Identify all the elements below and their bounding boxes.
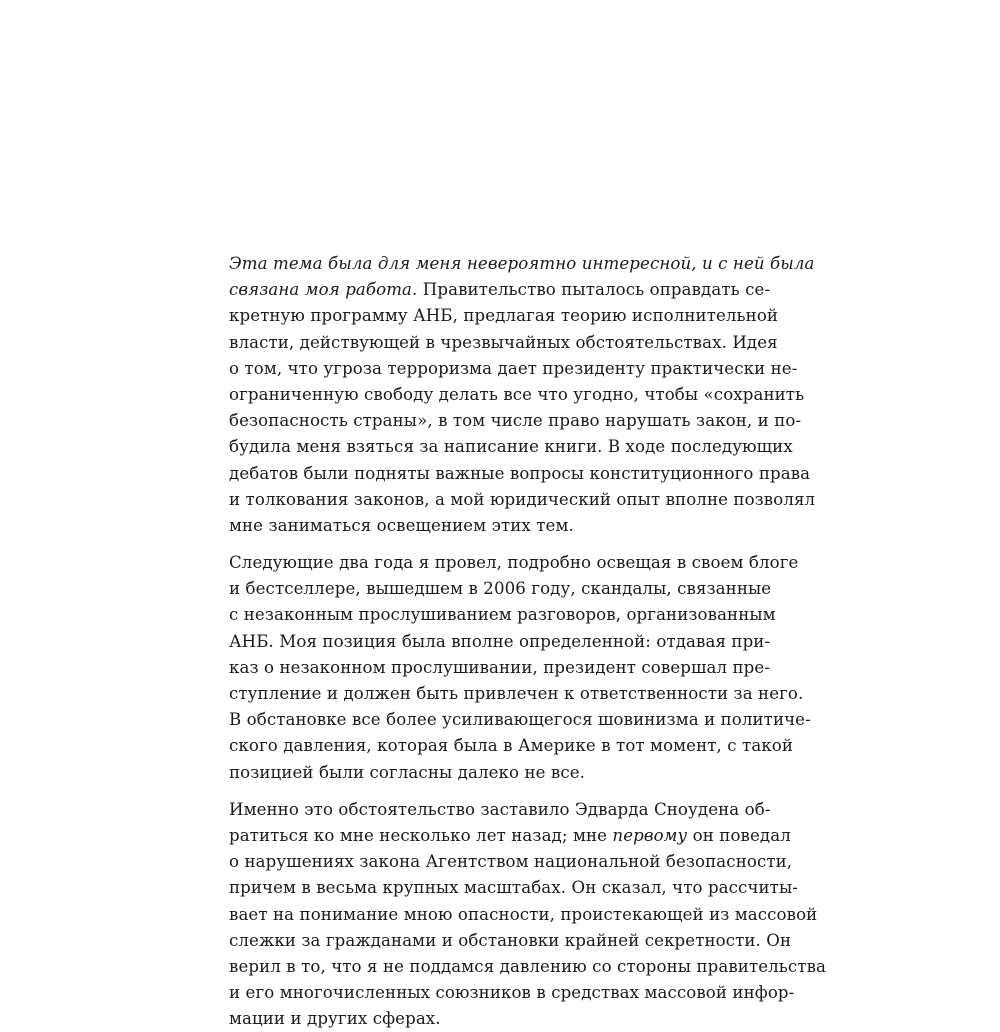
italic-text: связана моя работа. [229,280,418,300]
text-line [229,513,769,539]
text-run: кретную программу АНБ, предлагая теорию исполнительной [229,306,779,326]
text-run: мации и других сферах. [229,1009,441,1029]
text-line [229,681,804,707]
paragraph [229,550,811,786]
paragraph [229,251,816,539]
text-line [229,382,805,408]
text-line [229,849,793,875]
text-run: причем в весьма крупных масштабах. Он сказал, что рассчиты- [229,878,798,898]
text-line [229,980,795,1006]
text-line [229,707,811,733]
text-line [229,356,798,382]
text-run: с незаконным прослушиванием разговоров, организованным [229,605,776,625]
text-run: Правительство пыталось оправдать се- [417,280,771,300]
text-line [229,928,792,954]
text-line [229,303,779,329]
paragraph-gap [229,539,769,550]
text-line [229,277,769,303]
text-line [229,760,769,786]
text-line [229,487,816,513]
body-text [229,251,827,1032]
text-line [229,875,798,901]
text-run: АНБ. Моя позиция была вполне определенной: отдавая при- [229,631,771,651]
text-run: ского давления, которая была в Америке в тот момент, с такой [229,736,794,756]
text-run: позицией были согласны далеко не все. [229,762,586,782]
text-run: и бестселлере, вышедшем в 2006 году, скандалы, связанные [229,579,772,599]
text-line [229,954,827,980]
text-line [229,823,791,849]
text-line [229,408,802,434]
text-run: ступление и должен быть привлечен к ответственности за него. [229,684,804,703]
text-run: дебатов были подняты важные вопросы конституционного права [229,463,811,483]
text-run: и толкования законов, а мой юридический опыт вполне позволял [229,489,816,509]
paragraph-gap [229,786,769,797]
text-run: мне заниматься освещением этих тем. [229,515,574,535]
text-run: каз о незаконном прослушивании, президент совершал пре- [229,657,771,677]
text-run: о нарушениях закона Агентством национальной безопасности, [229,852,793,872]
text-line [229,330,778,356]
text-run: Именно это обстоятельство заставило Эдварда Сноудена об- [229,799,771,819]
italic-text: Эта тема была для меня невероятно интересной, и с ней была [229,254,815,273]
text-line [229,1006,769,1032]
text-line [229,576,772,602]
text-run: Следующие два года я провел, подробно освещая в своем блоге [229,553,799,573]
text-line [229,797,769,823]
italic-text: первому [612,825,688,845]
text-run: слежки за гражданами и обстановки крайней секретности. Он [229,930,792,950]
text-line [229,733,794,759]
text-run: ограниченную свободу делать все что угодно, чтобы «сохранить [229,384,805,404]
text-run: он поведал [687,825,791,845]
text-run: вает на понимание мною опасности, проистекающей из массовой [229,904,818,924]
paragraph [229,797,827,1032]
text-run: верил в то, что я не поддамся давлению со стороны правительства [229,956,827,976]
text-run: власти, действующей в чрезвычайных обстоятельствах. Идея [229,332,778,352]
text-line [229,434,793,460]
text-line [229,902,818,928]
text-line [229,550,799,576]
text-run: ратиться ко мне несколько лет назад; мне [229,825,613,845]
text-line [229,461,811,487]
text-run: В обстановке все более усиливающегося шовинизма и политиче- [229,710,811,730]
text-line [229,629,769,655]
text-run: будила меня взяться за написание книги. В ходе последующих [229,437,793,457]
text-run: безопасность страны», в том числе право нарушать закон, и по- [229,411,802,431]
text-run: о том, что угроза терроризма дает президенту практически не- [229,358,798,378]
text-line [229,602,776,628]
text-line [229,251,815,277]
text-run: и его многочисленных союзников в средствах массовой инфор- [229,983,795,1003]
text-line [229,655,769,681]
